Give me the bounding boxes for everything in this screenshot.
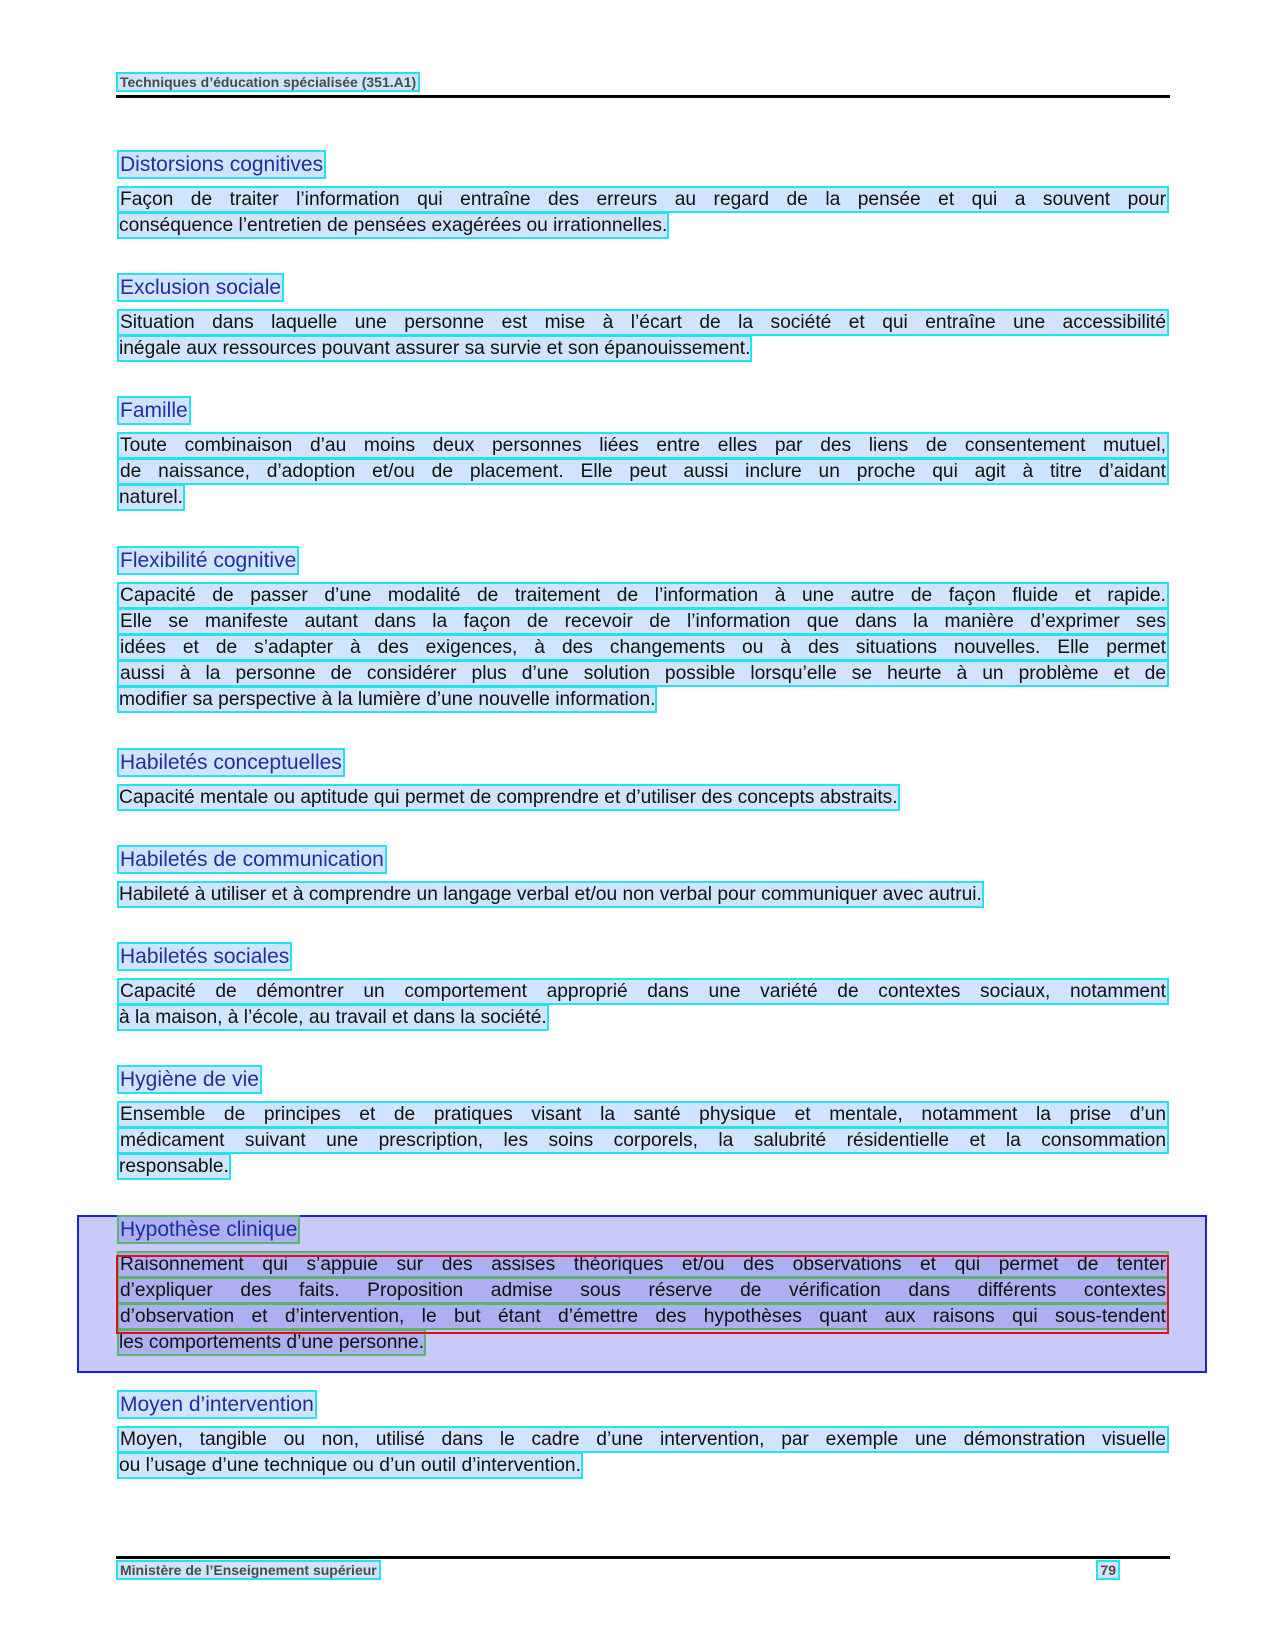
entry-definition-line: Moyen, tangible ou non, utilisé dans le cadre d’une intervention, par exemple une démonstration visuelle [120, 1429, 1166, 1450]
entry-term: Habiletés sociales [120, 945, 290, 968]
page-header [118, 74, 1168, 92]
entry-definition-line: Habileté à utiliser et à comprendre un langage verbal et/ou non verbal pour communiquer avec autrui. [119, 884, 982, 905]
header-rule [116, 95, 1170, 98]
entry-definition-line: Elle se manifeste autant dans la façon de recevoir de l’information que dans la manière d’exprimer ses [120, 611, 1166, 632]
glossary-entry-habiletes-de-communication [119, 847, 1169, 909]
entry-term: Habiletés conceptuelles [120, 751, 342, 774]
glossary-entry-habiletes-conceptuelles [119, 750, 1169, 812]
entry-term: Exclusion sociale [120, 276, 282, 299]
entry-definition-line: Raisonnement qui s’appuie sur des assises théoriques et/ou des observations et qui permet de tenter [120, 1254, 1166, 1275]
entry-definition-line: modifier sa perspective à la lumière d’une nouvelle information. [119, 689, 656, 710]
entry-term: Hypothèse clinique [120, 1218, 298, 1241]
entry-term: Famille [120, 399, 188, 422]
entry-term: Distorsions cognitives [120, 153, 324, 176]
entry-definition-line: conséquence l’entretien de pensées exagérées ou irrationnelles. [119, 215, 668, 236]
entry-definition-line: d’expliquer des faits. Proposition admise sous réserve de vérification dans différents contextes [120, 1280, 1166, 1301]
entry-term: Hygiène de vie [120, 1068, 259, 1091]
glossary-entry-distorsions-cognitives [119, 152, 1169, 240]
entry-definition-line: inégale aux ressources pouvant assurer sa survie et son épanouissement. [119, 338, 751, 359]
entry-definition-line: les comportements d’une personne. [119, 1332, 425, 1353]
entry-definition-line: à la maison, à l’école, au travail et dans la société. [119, 1007, 547, 1028]
glossary-entry-hygiene-de-vie [119, 1067, 1169, 1181]
footer-ministry: Ministère de l’Enseignement supérieur [120, 1562, 377, 1578]
glossary-entry-habiletes-sociales [119, 944, 1169, 1032]
glossary-entry-moyen-d-intervention [119, 1392, 1169, 1480]
entry-definition-line: Situation dans laquelle une personne est mise à l’écart de la société et qui entraîne une accessibilité [120, 312, 1166, 333]
entry-definition-line: Façon de traiter l’information qui entraîne des erreurs au regard de la pensée et qui a souvent pour [120, 189, 1166, 210]
page-number: 79 [1100, 1562, 1116, 1578]
page-footer [118, 1562, 1118, 1580]
entry-definition-line: aussi à la personne de considérer plus d’une solution possible lorsqu’elle se heurte à un problème et de [120, 663, 1166, 684]
entry-definition-line: d’observation et d’intervention, le but étant d’émettre des hypothèses quant aux raisons qui sous-tendent [120, 1306, 1166, 1327]
entry-definition-line: médicament suivant une prescription, les soins corporels, la salubrité résidentielle et la consommation [120, 1130, 1166, 1151]
glossary-entry-flexibilite-cognitive [119, 548, 1169, 714]
glossary-entry-exclusion-sociale [119, 275, 1169, 363]
glossary-entry-hypothese-clinique[interactable] [119, 1217, 1169, 1357]
entry-definition-line: naturel. [119, 487, 183, 508]
glossary-entry-famille [119, 398, 1169, 512]
header-title: Techniques d’éducation spécialisée (351.A1) [120, 74, 417, 90]
entry-term: Habiletés de communication [120, 848, 384, 871]
footer-rule [116, 1556, 1170, 1559]
entry-definition-line: Ensemble de principes et de pratiques visant la santé physique et mentale, notamment la prise d’un [120, 1104, 1166, 1125]
entry-definition-line: responsable. [119, 1156, 229, 1177]
entry-definition-line: ou l’usage d’une technique ou d’un outil d’intervention. [119, 1455, 581, 1476]
entry-definition-line: Toute combinaison d’au moins deux personnes liées entre elles par des liens de consentement mutuel, [120, 435, 1166, 456]
entry-term: Flexibilité cognitive [120, 549, 297, 572]
entry-term: Moyen d’intervention [120, 1393, 314, 1416]
entry-definition-line: Capacité de démontrer un comportement approprié dans une variété de contextes sociaux, notamment [120, 981, 1166, 1002]
entry-definition-line: Capacité de passer d’une modalité de traitement de l’information à une autre de façon fluide et rapide. [120, 585, 1166, 606]
entry-definition-line: Capacité mentale ou aptitude qui permet de comprendre et d’utiliser des concepts abstraits. [119, 787, 898, 808]
entry-definition-line: de naissance, d’adoption et/ou de placement. Elle peut aussi inclure un proche qui agit à titre d’aidant [120, 461, 1166, 482]
entry-definition-line: idées et de s’adapter à des exigences, à des changements ou à des situations nouvelles. Elle permet [120, 637, 1166, 658]
